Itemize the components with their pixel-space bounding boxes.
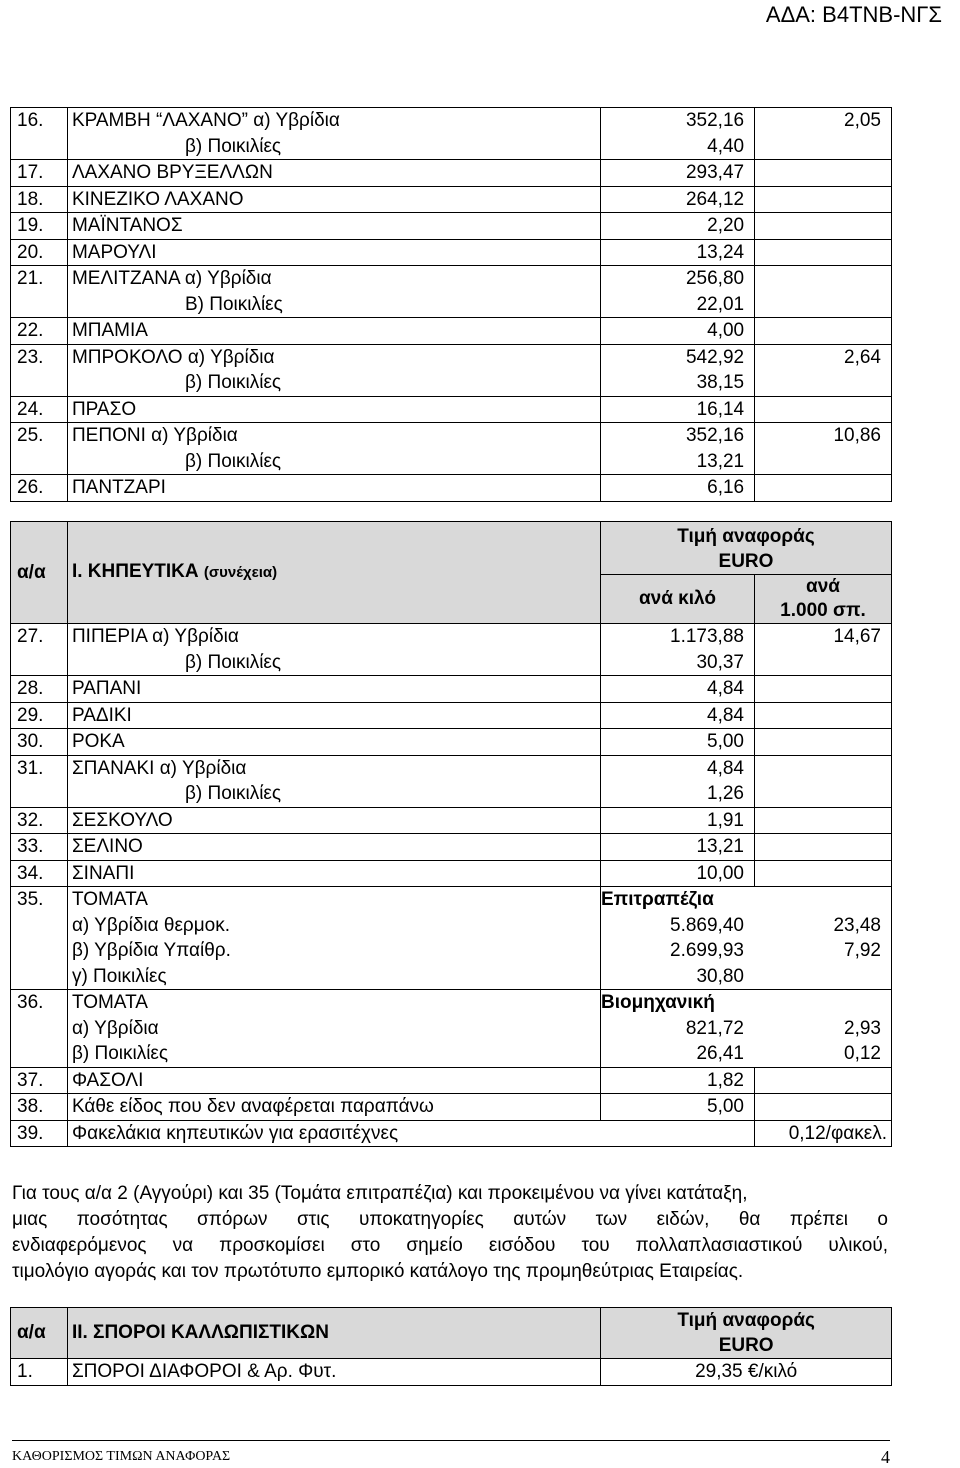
row-description: [67, 160, 600, 187]
row-description: [67, 318, 600, 345]
row-description: [67, 887, 600, 990]
item-name: ΣΕΛΙΝΟ: [71, 836, 143, 857]
price-value: 4,84: [707, 704, 744, 726]
price-value: [759, 449, 881, 475]
row-text: ΣΠΟΡΟΙ ΔΙΑΦΟΡΟΙ & Αρ. Φυτ.: [67, 1359, 600, 1386]
row-number: 35.: [11, 887, 68, 990]
price-per-kilo: [600, 807, 754, 834]
note-line: ενδιαφερόμενος να προσκομίσει στο σημείο εισόδου του πολλαπλασιαστικού υλικού,: [12, 1235, 888, 1256]
header-price: [601, 1308, 892, 1359]
price-value: 1,91: [707, 809, 744, 831]
item-name: ΠΑΝΤΖΑΡΙ: [71, 477, 166, 498]
price-value: [759, 318, 881, 344]
header-aa: α/α: [11, 1308, 68, 1359]
item-name: ΦΑΣΟΛΙ: [71, 1069, 144, 1091]
header-euro-label: EURO: [718, 1335, 774, 1356]
price-value: [759, 397, 881, 423]
price-per-kilo: [601, 396, 755, 423]
price-value: 30,80: [696, 965, 744, 987]
price-per-kilo: [600, 624, 754, 676]
price-per-thousand: [755, 423, 892, 475]
price-value: [759, 781, 881, 807]
price-per-kilo: [601, 318, 755, 345]
price-per-kilo: [601, 1016, 754, 1067]
row-description: [67, 702, 600, 729]
row-description: [67, 1094, 600, 1121]
note-line: τιμολόγιο αγοράς και τον πρωτότυπο εμπορικό κατάλογο της προμηθεύτριας Εταιρείας.: [12, 1261, 744, 1282]
price-per-thousand: [754, 913, 891, 990]
item-name: ΠΙΠΕΡΙΑ α) Υβρίδια: [71, 626, 239, 647]
row-description: [67, 266, 600, 318]
price-per-thousand: [754, 1067, 891, 1094]
row-number: 36.: [11, 990, 68, 1068]
price-per-thousand: [754, 729, 891, 756]
header-price-label: Τιμή αναφοράς: [677, 526, 815, 547]
row-number: 22.: [11, 318, 68, 345]
row-number: 26.: [11, 475, 68, 502]
price-value: [759, 808, 881, 834]
row-description: [67, 396, 600, 423]
item-name: ΡΟΚΑ: [71, 731, 125, 752]
price-value: 13,21: [696, 836, 744, 857]
price-table-part1: [10, 107, 892, 502]
item-name: ΚΙΝΕΖΙΚΟ ΛΑΧΑΝΟ: [71, 188, 244, 210]
row-description: [67, 729, 600, 756]
table-row: [11, 834, 892, 861]
item-name: β) Ποικιλίες: [184, 372, 282, 393]
row-number: 18.: [11, 186, 68, 213]
price-per-kilo: [600, 860, 754, 887]
price-value: 7,92: [844, 940, 881, 961]
row-description: [67, 423, 600, 475]
item-subtype: α) Υβρίδια θερμοκ.: [71, 914, 231, 936]
row-description: [67, 1067, 600, 1094]
price-per-thousand: [755, 396, 892, 423]
table-row: [11, 266, 892, 318]
price-value: [759, 213, 881, 239]
price-value: [759, 266, 881, 292]
price-per-thousand: [754, 860, 891, 887]
row-number: 21.: [11, 266, 68, 318]
row-number: 38.: [11, 1094, 68, 1121]
item-name: Κάθε είδος που δεν αναφέρεται παραπάνω: [71, 1096, 434, 1117]
price-per-kilo: [601, 344, 755, 396]
price-per-thousand: [755, 344, 892, 396]
price-value: [759, 1068, 881, 1094]
price-per-kilo: [601, 213, 755, 240]
tomato-category: Επιτραπέζια: [600, 889, 714, 910]
price-per-kilo: [600, 676, 754, 703]
price-per-thousand: [754, 676, 891, 703]
price-per-thousand: [754, 624, 891, 676]
price-value: 4,84: [707, 757, 744, 779]
table-row: [11, 807, 892, 834]
price-value: [759, 160, 881, 186]
header-title: [67, 522, 600, 624]
table-row: [11, 160, 892, 187]
price-per-kilo: [601, 108, 755, 160]
table-row: [11, 702, 892, 729]
price-per-thousand: [755, 318, 892, 345]
row-number: 16.: [11, 108, 68, 160]
row-description: [67, 624, 600, 676]
price-value: [759, 292, 881, 318]
table-row: [11, 755, 892, 807]
price-per-kilo: [600, 1094, 754, 1121]
price-value: 2.699,93: [670, 940, 744, 961]
item-name: ΛΑΧΑΝΟ ΒΡΥΞΕΛΛΩΝ: [71, 162, 273, 183]
price-per-kilo: [601, 475, 755, 502]
price-per-thousand: [755, 160, 892, 187]
price-value: [759, 861, 881, 887]
price-value: [759, 676, 881, 702]
item-subtype: β) Ποικιλίες: [71, 1043, 169, 1064]
note-line: μιας ποσότητας σπόρων στις υποκατηγορίες αυτών των ειδών, θα πρέπει ο: [12, 1209, 888, 1230]
price-value: 13,21: [696, 450, 745, 472]
price-value: 38,15: [696, 372, 745, 393]
item-name: ΠΕΠΟΝΙ α) Υβρίδια: [71, 425, 238, 446]
ada-header: ΑΔΑ: Β4ΤΝΒ-ΝΓΣ: [765, 2, 942, 27]
price-per-packet: 0,12/φακελ.: [754, 1120, 891, 1147]
price-value: 352,16: [685, 425, 745, 446]
price-value: 14,67: [833, 626, 881, 647]
item-name: ΜΕΛΙΤΖΑΝΑ α) Υβρίδια: [71, 268, 272, 289]
price-per-kilo: [600, 755, 754, 807]
price-per-kilo: [600, 1067, 754, 1094]
table-row: [11, 213, 892, 240]
table-row: [11, 344, 892, 396]
row-number: 29.: [11, 702, 68, 729]
price-value: [759, 1094, 881, 1120]
item-name: ΚΡΑΜΒΗ “ΛΑΧΑΝΟ” α) Υβρίδια: [71, 110, 340, 131]
row-number: 31.: [11, 755, 68, 807]
row-number: 28.: [11, 676, 68, 703]
row-description: [67, 807, 600, 834]
price-per-thousand: [755, 213, 892, 240]
row-description: [67, 213, 600, 240]
footer-rule: [12, 1440, 890, 1441]
price-value: [759, 240, 881, 266]
price-value: 264,12: [685, 188, 745, 210]
row-number: 33.: [11, 834, 68, 861]
price-value: 13,24: [696, 241, 745, 263]
price-value: 10,86: [833, 425, 881, 446]
item-name: ΜΑΪΝΤΑΝΟΣ: [71, 215, 183, 236]
table-row: [11, 1120, 892, 1147]
price-value: 4,00: [707, 320, 745, 341]
table-row: [11, 475, 892, 502]
header-price: [600, 522, 891, 575]
price-value: 0,12: [844, 1043, 881, 1064]
row-number: 32.: [11, 807, 68, 834]
table-row: [11, 423, 892, 475]
item-name: β) Ποικιλίες: [184, 783, 282, 804]
header-per-kilo: ανά κιλό: [600, 575, 754, 624]
item-name: ΡΑΔΙΚΙ: [71, 704, 132, 726]
header-per-thousand: [754, 575, 891, 624]
table-row: [11, 108, 892, 160]
item-name: ΣΙΝΑΠΙ: [71, 862, 135, 884]
price-value: 4,40: [707, 135, 745, 157]
price-value: 256,80: [685, 268, 745, 289]
price-per-thousand: [755, 475, 892, 502]
price-value: 1.173,88: [670, 626, 744, 647]
note-line: Για τους α/α 2 (Αγγούρι) και 35 (Τομάτα επιτραπέζια) και προκειμένου να γίνει κατάταξη,: [12, 1183, 748, 1204]
price-value: 2,93: [844, 1017, 881, 1039]
price-value: 821,72: [685, 1017, 744, 1039]
price-per-kilo: [601, 239, 755, 266]
item-name: β) Ποικιλίες: [184, 135, 282, 157]
row-number: 30.: [11, 729, 68, 756]
header-price-label: Τιμή αναφοράς: [677, 1310, 815, 1331]
price-value: 352,16: [685, 110, 745, 131]
price-value: [759, 834, 881, 860]
price-value: 2,64: [844, 346, 881, 368]
table-row: [11, 1094, 892, 1121]
price-value: [759, 729, 881, 755]
table-row: [11, 729, 892, 756]
price-value: 10,00: [696, 862, 744, 884]
price-value: [759, 703, 881, 729]
table-row: [11, 990, 892, 1068]
price-value: 6,16: [707, 477, 745, 498]
row-number: 27.: [11, 624, 68, 676]
row-description: [67, 676, 600, 703]
item-subtype: α) Υβρίδια: [71, 1017, 159, 1039]
price-per-kilo: [600, 702, 754, 729]
page-number: 4: [881, 1447, 890, 1467]
item-name: β) Ποικιλίες: [184, 450, 282, 472]
price-value: 4,84: [707, 678, 744, 699]
price-per-thousand: [754, 702, 891, 729]
price-per-thousand: [754, 1016, 891, 1067]
header-continued: (συνέχεια): [203, 564, 278, 582]
price-value: 22,01: [696, 293, 745, 315]
price-per-thousand: [754, 834, 891, 861]
price-value: 1,82: [707, 1069, 744, 1091]
price-per-thousand: [755, 266, 892, 318]
price-value: 23,48: [833, 914, 881, 936]
row-description: [67, 755, 600, 807]
item-name: ΣΠΑΝΑΚΙ α) Υβρίδια: [71, 757, 247, 779]
item-name: ΜΠΡΟΚΟΛΟ α) Υβρίδια: [71, 346, 275, 368]
row-number: 24.: [11, 396, 68, 423]
item-name: ΡΑΠΑΝΙ: [71, 678, 142, 699]
row-description: [67, 108, 600, 160]
price-value: 26,41: [696, 1043, 744, 1064]
footer-text: ΚΑΘΟΡΙΣΜΟΣ ΤΙΜΩΝ ΑΝΑΦΟΡΑΣ: [12, 1449, 231, 1464]
item-name: ΣΕΣΚΟΥΛΟ: [71, 809, 173, 831]
row-number: 1.: [11, 1359, 68, 1386]
price-per-thousand: [755, 186, 892, 213]
row-number: 17.: [11, 160, 68, 187]
item-name: ΠΡΑΣΟ: [71, 398, 137, 420]
tomato-values: [601, 1016, 891, 1067]
price-value: [759, 650, 881, 676]
item-name: ΤΟΜΑΤΑ: [71, 992, 148, 1013]
table-row: [11, 676, 892, 703]
row-description: [67, 990, 600, 1068]
row-number: 19.: [11, 213, 68, 240]
tomato-prices: [600, 887, 891, 990]
price-value: [759, 370, 881, 396]
row-description: [67, 186, 600, 213]
table-row: [11, 239, 892, 266]
table-row: [11, 860, 892, 887]
header-euro-label: EURO: [718, 551, 774, 572]
price-value: 5.869,40: [670, 914, 744, 936]
row-description: [67, 344, 600, 396]
price-table-vegetables: [10, 521, 892, 1147]
item-subtype: γ) Ποικιλίες: [71, 965, 167, 987]
price-value: [759, 756, 881, 782]
item-name: ΤΟΜΑΤΑ: [71, 889, 148, 910]
table-row: [11, 1067, 892, 1094]
price-value: 5,00: [707, 731, 744, 752]
price-value: 293,47: [685, 162, 745, 183]
price-value: 30,37: [696, 651, 744, 673]
price-per-thousand: [754, 755, 891, 807]
price-per-kilo: [600, 729, 754, 756]
row-description: [67, 239, 600, 266]
price-per-kilo: [601, 186, 755, 213]
price-value: 1,26: [707, 783, 744, 804]
table-row: [11, 887, 892, 990]
row-number: 25.: [11, 423, 68, 475]
price-per-kilo: [601, 423, 755, 475]
table-row: [11, 318, 892, 345]
item-name: ΜΠΑΜΙΑ: [71, 320, 148, 341]
price-per-kilo: [601, 266, 755, 318]
item-name: β) Ποικιλίες: [184, 651, 282, 673]
price-value: 2,20: [707, 215, 745, 236]
table-row: [11, 624, 892, 676]
table-row: [11, 186, 892, 213]
row-number: 39.: [11, 1120, 68, 1147]
row-description: [67, 860, 600, 887]
header-title-text: Ι. ΚΗΠΕΥΤΙΚΑ: [71, 561, 199, 583]
price-value: 5,00: [707, 1096, 744, 1117]
row-value: 29,35 €/κιλό: [601, 1359, 892, 1386]
price-per-thousand: [754, 1094, 891, 1121]
header-ana: ανά: [806, 576, 840, 597]
price-value: [759, 475, 881, 501]
row-description: [67, 475, 600, 502]
header-aa: α/α: [11, 522, 68, 624]
item-name: ΜΑΡΟΥΛΙ: [71, 241, 157, 263]
price-value: 2,05: [844, 110, 881, 131]
row-number: 23.: [11, 344, 68, 396]
tomato-prices: [600, 990, 891, 1068]
price-value: [754, 964, 881, 990]
price-per-kilo: [601, 913, 754, 990]
tomato-values: [601, 913, 891, 990]
price-per-kilo: [601, 160, 755, 187]
price-per-thousand: [755, 108, 892, 160]
price-per-thousand: [754, 807, 891, 834]
item-name: Β) Ποικιλίες: [184, 293, 283, 315]
item-subtype: β) Υβρίδια Υπαίθρ.: [71, 940, 231, 961]
tomato-category: Βιομηχανική: [600, 992, 715, 1013]
price-value: [759, 134, 881, 160]
header-thousand: 1.000 σπ.: [780, 600, 866, 621]
price-per-thousand: [755, 239, 892, 266]
header-title: ΙΙ. ΣΠΟΡΟΙ ΚΑΛΛΩΠΙΣΤΙΚΩΝ: [67, 1308, 600, 1359]
row-number: 20.: [11, 239, 68, 266]
price-per-kilo: [600, 834, 754, 861]
price-value: 542,92: [685, 346, 745, 368]
row-description: [67, 834, 600, 861]
row-number: 37.: [11, 1067, 68, 1094]
price-value: [759, 187, 881, 213]
table-row: [11, 396, 892, 423]
price-table-ornamental: [10, 1307, 892, 1386]
price-value: 16,14: [696, 398, 745, 420]
row-description: Φακελάκια κηπευτικών για ερασιτέχνες: [67, 1120, 754, 1147]
row-number: 34.: [11, 860, 68, 887]
